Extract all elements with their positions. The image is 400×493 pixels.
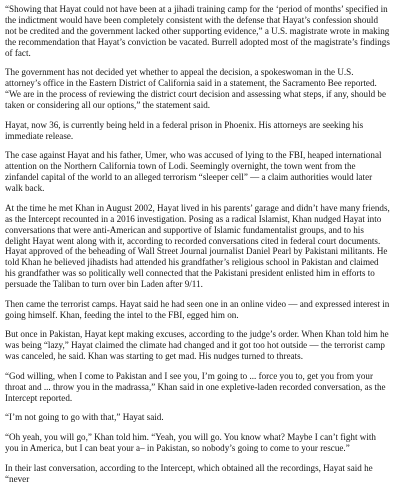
paragraph: The government has not decided yet whether to appeal the decision, a spokeswoman in the U.S. attorney’s office in the Eastern District of California said in a statement, the Sacramento Bee reported. “We are in the process of reviewing the district court decision and assessing what steps, if any, should be taken or considering all our options,” the statement said. xyxy=(5,67,387,111)
paragraph: “God willing, when I come to Pakistan and I see you, I’m going to ... force you to, get you from your throat and ... throw you in the madrassa,” Khan said in one expletive-laden recorded conversation, as the Intercept reported. xyxy=(5,370,386,403)
paragraph: But once in Pakistan, Hayat kept making excuses, according to the judge’s order. When Khan told him he was being “lazy,” Hayat claimed the climate had changed and it got too hot outside — the terrorist camp was canceled, he said. Khan was starting to get mad. His nudges turned to threats. xyxy=(5,329,389,362)
paragraph: Then came the terrorist camps. Hayat said he had seen one in an online video — and expressed interest in going himself. Khan, feeding the intel to the FBI, egged him on. xyxy=(5,298,390,320)
paragraph: “Oh yeah, you will go,” Khan told him. “Yeah, you will go. You know what? Maybe I can’t fight with you in America, but I can beat your a– in Pakistan, so nobody’s going to come to your rescue.” xyxy=(5,432,376,454)
paragraph: At the time he met Khan in August 2002, Hayat lived in his parents’ garage and didn’t have many friends, as the Intercept recounted in a 2016 investigation. Posing as a radical Islamist, Khan nudged Hayat into conversations that were anti-American and supportive of Islamic fundamentalist groups, and to his delight Hayat went along with it, according to recorded conversations cited in federal court documents. Hayat approved of the beheading of Wall Street Journal journalist Daniel Pearl by Pakistani militants. He told Khan he believed jihadists had attended his grandfather’s religious school in Pakistan and claimed his grandfather was so politically well connected that the Pakistani president enlisted him in efforts to persuade the Taliban to turn over bin Laden after 9/11. xyxy=(5,202,390,290)
paragraph: In their last conversation, according to the Intercept, which obtained all the recordings, Hayat said he “never xyxy=(5,462,373,484)
paragraph: Hayat, now 36, is currently being held in a federal prison in Phoenix. His attorneys are seeking his immediate release. xyxy=(5,119,364,141)
paragraph: “Showing that Hayat could not have been at a jihadi training camp for the ‘period of months’ specified in the indictment would have been completely consistent with the defense that Hayat’s confession should not be credited and the government lacked other supporting evidence,” a U.S. magistrate wrote in making the recommendation that Hayat’s conviction be vacated. Burrell adopted most of the magistrate’s findings of fact. xyxy=(5,4,390,58)
article-body xyxy=(5,4,390,493)
paragraph: The case against Hayat and his father, Umer, who was accused of lying to the FBI, heaped international attention on the Northern California town of Lodi. Seemingly overnight, the town went from the zinfandel capital of the world to an alleged terrorism “sleeper cell” — a claim authorities would later walk back. xyxy=(5,150,382,194)
paragraph: “I’m not going to go with that,” Hayat said. xyxy=(5,412,164,423)
